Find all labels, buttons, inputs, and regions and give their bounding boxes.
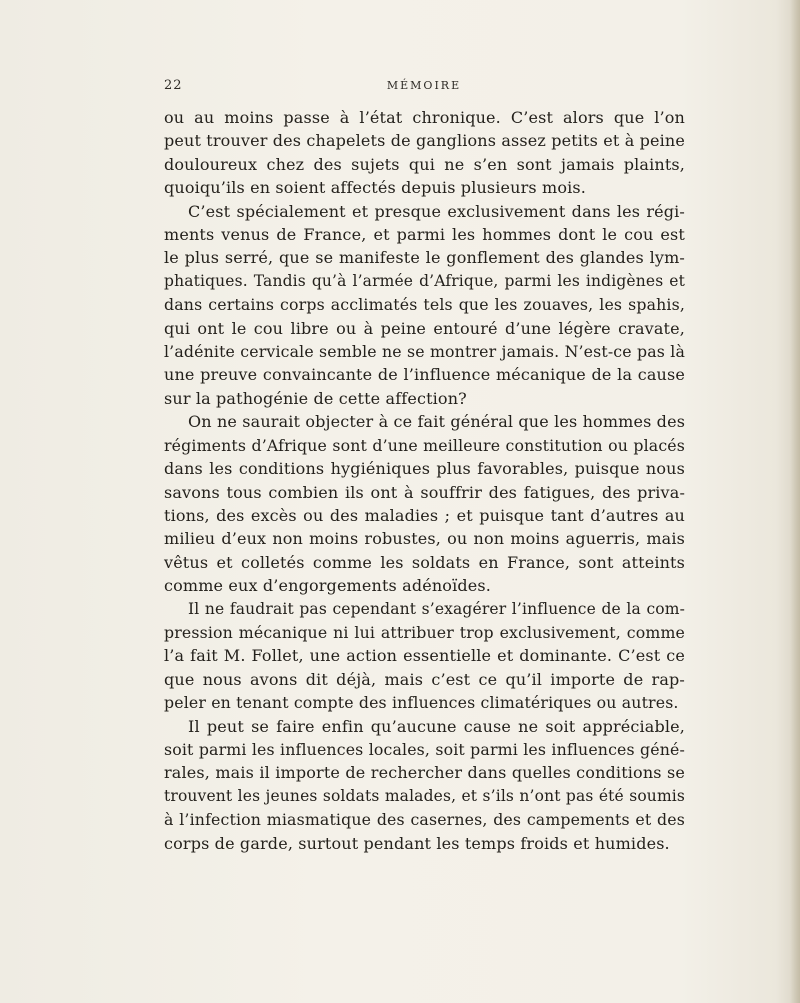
text-line: peut trouver des chapelets de ganglions assez petits et à peine — [164, 131, 685, 151]
page-number: 22 — [164, 78, 183, 93]
text-line: l’adénite cervicale semble ne se montrer jamais. N’est-ce pas là — [164, 342, 685, 362]
text-line: pression mécanique ni lui attribuer trop exclusivement, comme — [164, 622, 685, 642]
text-line: sur la pathogénie de cette affection? — [164, 388, 467, 408]
text-line: vêtus et colletés comme les soldats en France, sont atteints — [164, 552, 685, 572]
text-line: C’est spécialement et presque exclusivement dans les régi- — [188, 201, 685, 221]
page-edge-shadow — [790, 0, 800, 1003]
text-line: Il ne faudrait pas cependant s’exagérer l’influence de la com- — [188, 599, 685, 618]
text-line: douloureux chez des sujets qui ne s’en sont jamais plaints, — [164, 154, 685, 174]
text-line: ou au moins passe à l’état chronique. C’est alors que l’on — [164, 108, 685, 127]
text-line: quoiqu’ils en soient affectés depuis plusieurs mois. — [164, 178, 586, 198]
text-line: comme eux d’engorgements adénoïdes. — [164, 576, 491, 596]
running-title: MÉMOIRE — [386, 79, 462, 92]
text-line: qui ont le cou libre ou à peine entouré d’une légère cravate, — [164, 318, 685, 338]
text-line: phatiques. Tandis qu’à l’armée d’Afrique, parmi les indigènes et — [164, 271, 685, 290]
text-line: régiments d’Afrique sont d’une meilleure constitution ou placés — [164, 435, 685, 455]
text-line: que nous avons dit déjà, mais c’est ce qu’il importe de rap- — [164, 669, 685, 689]
page-header — [164, 78, 684, 98]
text-line: ments venus de France, et parmi les hommes dont le cou est — [164, 225, 685, 245]
text-line: une preuve convaincante de l’influence mécanique de la cause — [164, 365, 685, 385]
text-line: dans les conditions hygiéniques plus favorables, puisque nous — [164, 459, 685, 479]
text-line: le plus serré, que se manifeste le gonflement des glandes lym- — [164, 248, 685, 268]
text-line: peler en tenant compte des influences climatériques ou autres. — [164, 693, 679, 713]
text-line: milieu d’eux non moins robustes, ou non moins aguerris, mais — [164, 529, 685, 549]
text-line: dans certains corps acclimatés tels que les zouaves, les spahis, — [164, 295, 685, 315]
text-line: rales, mais il importe de rechercher dans quelles conditions se — [164, 763, 685, 783]
text-line: On ne saurait objecter à ce fait général que les hommes des — [188, 412, 686, 432]
text-line: l’a fait M. Follet, une action essentielle et dominante. C’est ce — [164, 646, 685, 666]
text-line: Il peut se faire enfin qu’aucune cause ne soit appréciable, — [188, 716, 685, 736]
text-line: trouvent les jeunes soldats malades, et s’ils n’ont pas été soumis — [164, 786, 685, 805]
text-line: tions, des excès ou des maladies ; et puisque tant d’autres au — [164, 505, 685, 525]
text-line: savons tous combien ils ont à souffrir des fatigues, des priva- — [164, 482, 685, 502]
body-text — [164, 106, 685, 855]
text-line: à l’infection miasmatique des casernes, des campements et des — [164, 810, 685, 830]
text-line: corps de garde, surtout pendant les temps froids et humides. — [164, 833, 670, 853]
text-line: soit parmi les influences locales, soit parmi les influences géné- — [164, 739, 685, 759]
